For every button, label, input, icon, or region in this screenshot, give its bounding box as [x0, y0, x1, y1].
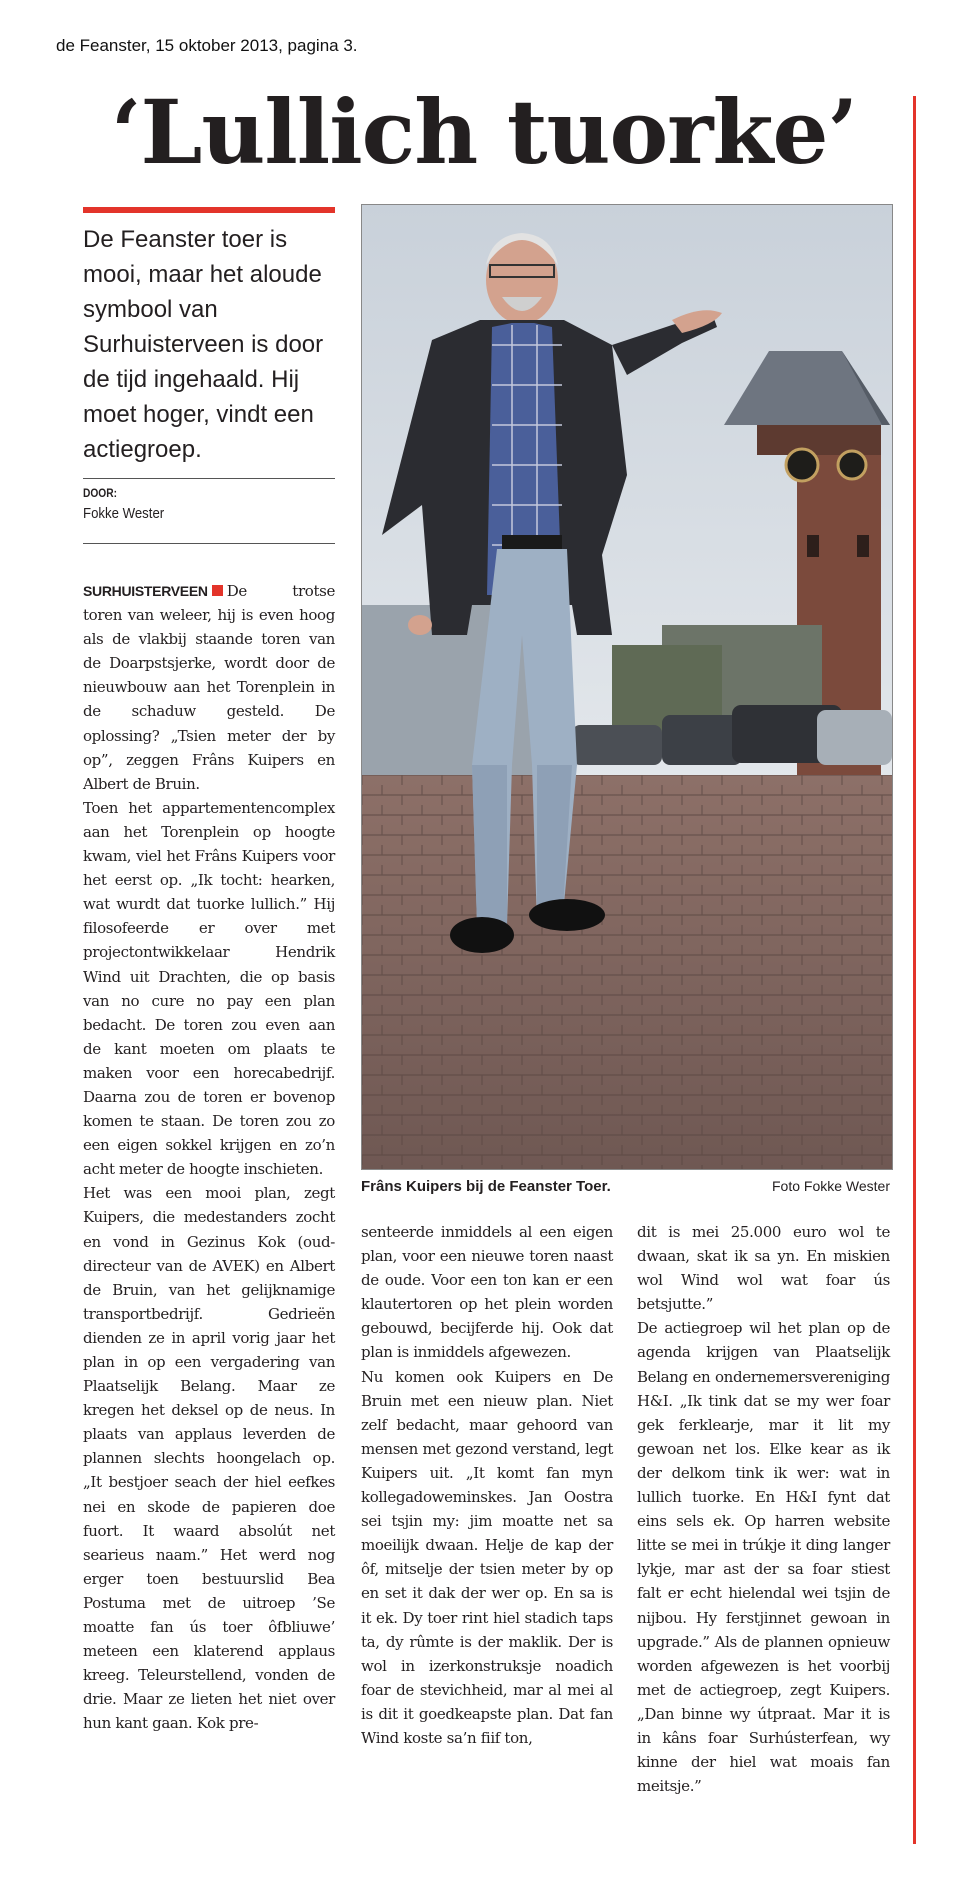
byline-bottom-rule [83, 543, 335, 544]
dateline-marker [212, 585, 223, 596]
column-1-text [83, 582, 335, 1732]
paragraph: De trotse toren van weleer, hij is even hoog als de vlakbij staande toren van de Doarpstsjerke, wordt door de nieuwbouw aan het Torenplein in de schaduw gesteld. De oplossing? „Tsien meter der by op”, zeggen Frâns Kuipers en Albert de Bruin. [83, 582, 335, 793]
red-vertical-rule [913, 96, 916, 1844]
lead-accent-bar [83, 207, 335, 213]
article-photo [361, 204, 893, 1170]
headline: ‘Lullich tuorke’ [110, 80, 858, 184]
column-3-text [637, 1223, 890, 1795]
article-column-2 [361, 1220, 613, 1750]
dateline: SURHUISTERVEEN [83, 583, 208, 599]
paragraph: Nu komen ook Kuipers en De Bruin met een nieuw plan. Niet zelf bedacht, maar gehoord van mensen met gezond verstand, legt Kuipers uit. „It komt fan myn kollegadoweminskes. Jan Oostra sei tsjin my: jim moatte net sa moeilijk dwaan. Helje de kap der ôf, mitselje der tsien meter by op en set it dak der wer op. En sa is it ek. Dy toer rint hiel stadich taps ta, dy rûmte is der maklik. Der is wol in izerkonstruksje noadich foar de stevichheid, mar al mei al is dit it goedkeapste plan. Dat fan Wind koste sa’n fiif ton, [361, 1367, 613, 1747]
column-2-text [361, 1223, 613, 1747]
paragraph: De actiegroep wil het plan op de agenda krijgen van Plaatselijk Belang en ondernemersvereniging H&I. „Ik tink dat se my wer foar gek ferklearje, mar it lit my gewoan net los. Elke kear as ik der delkom tink ik wer: wat in lullich tuorke. En H&I fynt dat eins sels ek. Op harren website litte se mei in trúkje it ding langer lykje, mar ast der sa foar stiest falt er echt hielendal wei tsjin de nijbou. Hy ferstjinnet gewoan in upgrade.” Als de plannen opnieuw worden afgewezen is het voorbij met de actiegroep, zegt Kuipers. „Dan binne wy útpraat. Mar it is in kâns foar Surhústerfean, wy kinne der hiel wat moais fan meitsje.” [637, 1319, 890, 1796]
paragraph: senteerde inmiddels al een eigen plan, voor een nieuwe toren naast de oude. Voor een ton kan er een klautertoren op het plein worden gebouwd, becijferde hij. Ook dat plan is inmiddels afgewezen. [361, 1223, 613, 1362]
article-column-1 [83, 579, 335, 1736]
source-line: de Feanster, 15 oktober 2013, pagina 3. [56, 36, 358, 55]
paragraph: Toen het appartementencomplex aan het Torenplein op hoogte kwam, viel het Frâns Kuipers voor het eerst op. „Ik tocht: hearken, wat wurdt dat tuorke lullich.” Hij filosofeerde er over met projectontwikkelaar Hendrik Wind uit Drachten, die op basis van no cure no pay een plan bedacht. De toren zou even aan de kant moeten om plaats te maken voor een horecabedrijf. Daarna zou de toren er bovenop komen te staan. De toren zou zo een eigen sokkel krijgen en zo’n acht meter de hoogte inschieten. [83, 798, 335, 1179]
photo-caption: Frâns Kuipers bij de Feanster Toer. [361, 1178, 611, 1195]
lead-paragraph: De Feanster toer is mooi, maar het aloude symbool van Surhuisterveen is door de tijd ingehaald. Hij moet hoger, vindt een actiegroep. [83, 226, 324, 463]
byline-name: Fokke Wester [83, 505, 165, 522]
article-column-3 [637, 1220, 890, 1798]
byline-top-rule [83, 478, 335, 479]
paragraph: dit is mei 25.000 euro wol te dwaan, skat ik sa yn. En miskien wol Wind wol wat foar ús betsjutte.” [637, 1223, 890, 1314]
paragraph: Het was een mooi plan, zegt Kuipers, die medestanders zocht en vond in Gezinus Kok (oud-directeur van de AVEK) en Albert de Bruin, van het gelijknamige transportbedrijf. Gedrieën dienden ze in april vorig jaar het plan in op een vergadering van Plaatselijk Belang. Maar ze kregen het deksel op de neus. In plaats van applaus leverden de plannen slechts hoongelach op. „It bestjoer seach der hiel eefkes nei en skode de papieren doe fuort. It waard absolút net searieus naam.” Het werd nog erger toen bestuurslid Bea Postuma met de uitroep ’Se moatte fan ús toer ôfbliuwe’ meteen een klaterend applaus kreeg. Teleurstellend, vonden de drie. Maar ze lieten het niet over hun kant gaan. Kok pre- [83, 1184, 335, 1733]
photo-credit: Foto Fokke Wester [771, 1178, 890, 1194]
byline-label: DOOR: [83, 486, 117, 500]
